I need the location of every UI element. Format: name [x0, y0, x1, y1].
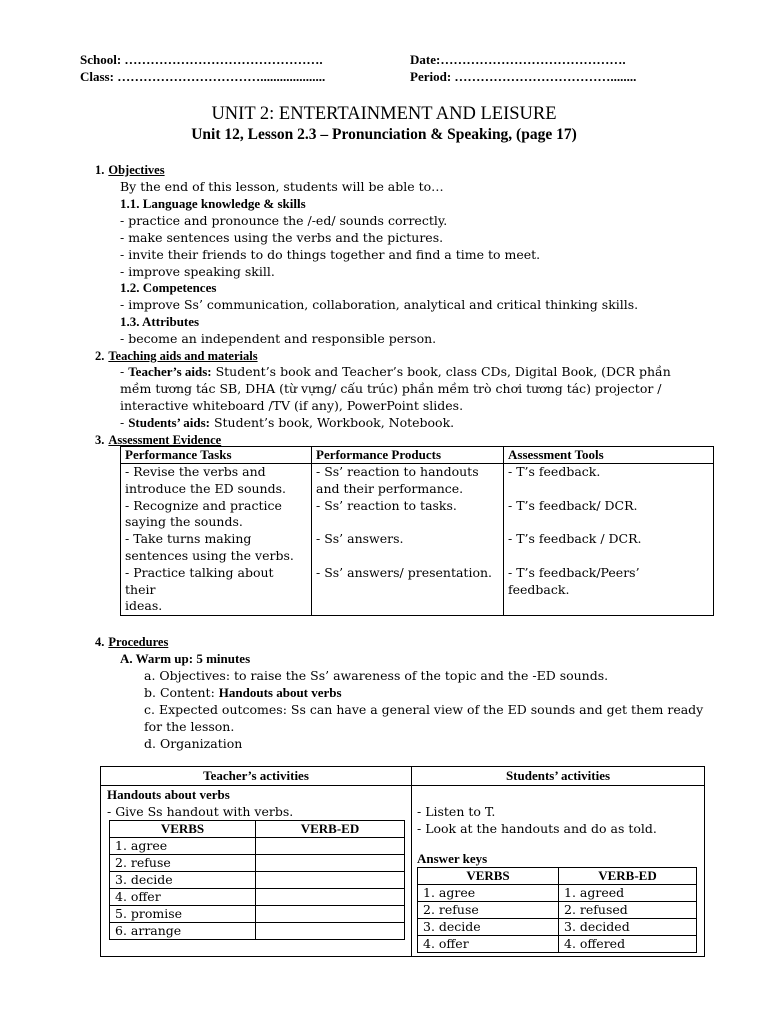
section-number: 4.: [95, 635, 105, 649]
teacher-aids-line: interactive whiteboard /TV (if any), PowerPoint slides.: [120, 398, 464, 413]
content-value: Handouts about verbs: [218, 685, 342, 700]
product-line: - Ss’ reaction to handouts: [316, 464, 479, 479]
verb-cell: 1. agree: [418, 885, 559, 902]
task-line: ideas.: [125, 598, 163, 614]
product-line: and their performance.: [316, 480, 464, 496]
verbed-cell: [256, 889, 405, 906]
tasks-cell: [121, 464, 312, 616]
objective-line: - make sentences using the verbs and the pictures.: [120, 230, 444, 245]
student-cell: [412, 786, 705, 957]
products-cell: [312, 464, 504, 616]
product-line: - Ss’ reaction to tasks.: [316, 497, 457, 513]
spacer: [417, 837, 699, 851]
handouts-line: - Give Ss handout with verbs.: [107, 804, 294, 820]
tool-line: - T’s feedback / DCR.: [508, 531, 642, 547]
verbed-cell: [256, 906, 405, 923]
verbed-header: VERB-ED: [559, 868, 697, 885]
product-line: - Ss’ answers/ presentation.: [316, 564, 492, 580]
task-line: - Take turns making: [125, 531, 252, 547]
student-line: - Listen to T.: [417, 804, 496, 820]
teacher-aids-label: Teacher’s aids:: [128, 364, 212, 379]
verb-cell: 3. decide: [110, 872, 256, 889]
task-line: introduce the ED sounds.: [125, 480, 286, 496]
spacer: [316, 548, 499, 565]
verb-cell: 4. offer: [418, 936, 559, 953]
verbed-cell: 3. decided: [559, 919, 697, 936]
answer-keys-title: Answer keys: [417, 851, 488, 867]
section-heading: Assessment Evidence: [108, 433, 222, 447]
verbed-cell: [256, 855, 405, 872]
assessment-table: [120, 446, 714, 616]
task-line: - Revise the verbs and: [125, 464, 266, 479]
objective-line: - practice and pronounce the /-ed/ sounds correctly.: [120, 213, 448, 228]
teacher-header: Teacher’s activities: [101, 767, 412, 786]
date-field: Date:…………………………………….: [410, 52, 626, 67]
section-number: 1.: [95, 163, 105, 177]
verb-cell: 2. refuse: [110, 855, 256, 872]
table-row: [110, 838, 405, 855]
objective-line: - become an independent and responsible person.: [120, 331, 437, 346]
verb-cell: 5. promise: [110, 906, 256, 923]
task-line: saying the sounds.: [125, 514, 243, 530]
content-label: b. Content:: [144, 685, 219, 700]
verb-cell: 2. refuse: [418, 902, 559, 919]
verb-cell: 1. agree: [110, 838, 256, 855]
student-aids-line: [120, 414, 454, 431]
procedure-content: [144, 684, 342, 701]
section-heading: Procedures: [108, 635, 169, 649]
spacer: [508, 514, 709, 531]
procedure-line: d. Organization: [144, 736, 243, 751]
table-row: [110, 889, 405, 906]
dash: -: [120, 364, 129, 379]
verbs-header: VERBS: [418, 868, 559, 885]
verbed-cell: 1. agreed: [559, 885, 697, 902]
task-line: - Recognize and practice: [125, 497, 282, 513]
period-field: Period: ………………………………........: [410, 69, 637, 84]
verb-cell: 4. offer: [110, 889, 256, 906]
verbed-header: VERB-ED: [256, 821, 405, 838]
table-row: [110, 855, 405, 872]
verbed-cell: 2. refused: [559, 902, 697, 919]
teacher-aids-line: mềm tương tác SB, DHA (từ vựng/ cấu trúc) phần mềm trò chơi tương tác) projector /: [120, 381, 662, 396]
table-row: [110, 923, 405, 940]
table-header: Performance Products: [312, 447, 504, 464]
verbs-header: VERBS: [110, 821, 256, 838]
section-number: 3.: [95, 433, 105, 447]
task-line: - Practice talking about their: [125, 564, 274, 597]
section-heading: Objectives: [108, 163, 165, 177]
table-row: [418, 885, 697, 902]
teacher-aids-text: Student’s book and Teacher’s book, class CDs, Digital Book, (DCR phần: [211, 364, 671, 379]
procedures-heading: [95, 633, 168, 651]
activities-table: [100, 766, 705, 957]
verbs-table: [109, 820, 405, 940]
verb-cell: 6. arrange: [110, 923, 256, 940]
subheading-competences: 1.2. Competences: [120, 280, 217, 295]
product-line: - Ss’ answers.: [316, 531, 404, 547]
table-header: Assessment Tools: [504, 447, 714, 464]
verb-cell: 3. decide: [418, 919, 559, 936]
spacer: [508, 481, 709, 498]
table-row: [418, 902, 697, 919]
subheading-attributes: 1.3. Attributes: [120, 314, 200, 329]
procedure-line: c. Expected outcomes: Ss can have a general view of the ED sounds and get them ready: [144, 702, 704, 717]
page-title: UNIT 2: ENTERTAINMENT AND LEISURE: [211, 104, 557, 124]
verbed-cell: [256, 923, 405, 940]
handouts-title: Handouts about verbs: [107, 787, 230, 803]
table-row: [110, 906, 405, 923]
objective-line: - improve Ss’ communication, collaboration, analytical and critical thinking skills.: [120, 297, 639, 312]
table-row: [418, 919, 697, 936]
teacher-aids-line: [120, 363, 671, 380]
tool-line: - T’s feedback/Peers’: [508, 564, 640, 580]
objectives-intro: By the end of this lesson, students will be able to…: [120, 179, 444, 194]
objectives-heading: [95, 161, 165, 179]
dash: -: [120, 415, 129, 430]
warmup-heading: A. Warm up: 5 minutes: [120, 651, 251, 666]
student-line: - Look at the handouts and do as told.: [417, 821, 657, 837]
subheading-language: 1.1. Language knowledge & skills: [120, 196, 306, 211]
student-aids-text: Student’s book, Workbook, Notebook.: [209, 415, 455, 430]
table-row: [418, 936, 697, 953]
tool-line: - T’s feedback/ DCR.: [508, 497, 638, 513]
school-field: School: ……………………………………….: [80, 52, 323, 67]
procedure-line: a. Objectives: to raise the Ss’ awareness of the topic and the -ED sounds.: [144, 668, 609, 683]
spacer: [508, 548, 709, 565]
class-field: Class: ……………………………....................: [80, 69, 326, 84]
spacer: [316, 514, 499, 531]
tools-cell: [504, 464, 714, 616]
teacher-cell: [101, 786, 412, 957]
task-line: sentences using the verbs.: [125, 547, 294, 563]
verbed-cell: [256, 872, 405, 889]
answer-keys-table: [417, 867, 697, 953]
table-row: [110, 872, 405, 889]
student-aids-label: Students’ aids:: [128, 415, 210, 430]
procedure-line: for the lesson.: [144, 719, 235, 734]
table-header: Performance Tasks: [121, 447, 312, 464]
page-subtitle: Unit 12, Lesson 2.3 – Pronunciation & Speaking, (page 17): [191, 126, 577, 143]
objective-line: - improve speaking skill.: [120, 264, 275, 279]
spacer: [417, 786, 699, 803]
section-heading: Teaching aids and materials: [108, 349, 258, 363]
section-number: 2.: [95, 349, 105, 363]
verbed-cell: 4. offered: [559, 936, 697, 953]
verbed-cell: [256, 838, 405, 855]
tool-line: - T’s feedback.: [508, 464, 601, 479]
tool-line: feedback.: [508, 581, 570, 597]
student-header: Students’ activities: [412, 767, 705, 786]
objective-line: - invite their friends to do things together and find a time to meet.: [120, 247, 541, 262]
